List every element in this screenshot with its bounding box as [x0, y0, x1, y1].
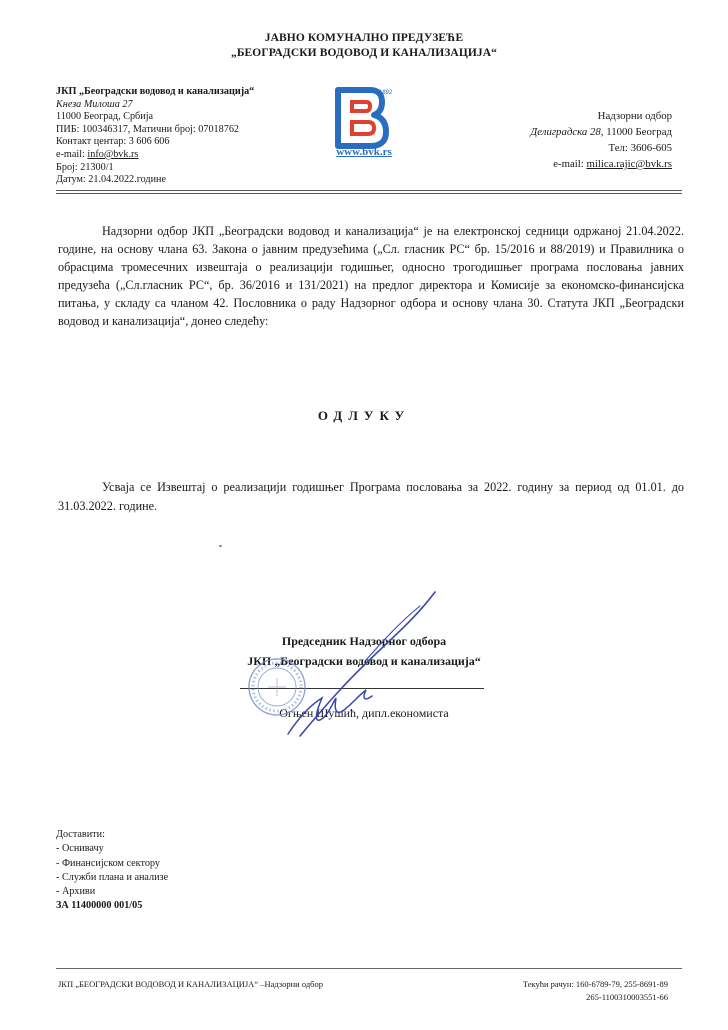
distribution-item: - Оснивачу — [56, 843, 104, 855]
recipient-address: Делиградска 28 — [530, 126, 601, 138]
website-link[interactable]: www.bvk.rs — [336, 146, 392, 158]
sender-contact: Контакт центар: 3 606 606 — [56, 136, 170, 148]
handwritten-signature-icon — [270, 586, 450, 746]
sender-email-link[interactable]: info@bvk.rs — [87, 148, 139, 160]
organization-header — [0, 31, 728, 61]
signatory-organization: ЈКП „Београдски водовод и канализација“ — [247, 654, 481, 668]
footer-organization: ЈКП „БЕОГРАДСКИ ВОДОВОД И КАНАЛИЗАЦИЈА“ –Надзорни одбор — [58, 979, 323, 989]
distribution-list — [56, 828, 168, 914]
recipient-address-line — [530, 124, 672, 140]
distribution-heading: Доставити: — [56, 829, 105, 840]
header-divider-bottom — [56, 193, 682, 194]
reference-code: ЗА 11400000 001/05 — [56, 900, 143, 912]
sender-street: Кнеза Милоша 27 — [56, 98, 133, 110]
header-divider-top — [56, 190, 682, 191]
decision-title: ОДЛУКУ — [317, 408, 411, 423]
recipient-phone: Тел: 3606-605 — [608, 142, 672, 154]
recipient-block — [530, 108, 672, 172]
sender-name: ЈКП „Београдски водовод и канализација“ — [56, 86, 255, 97]
footer-account-line-1: Текући рачун: 160-6789-79, 255-8691-89 — [522, 979, 668, 989]
document-date: Датум: 21.04.2022.године — [56, 174, 167, 186]
footer-divider — [56, 968, 682, 969]
organization-name: „БЕОГРАДСКИ ВОДОВОД И КАНАЛИЗАЦИЈА“ — [230, 47, 498, 59]
signatory-title: Председник Надзорног одбора — [281, 634, 447, 648]
logo-year: 1892 — [379, 90, 392, 96]
sender-email-line — [56, 149, 254, 162]
distribution-item: - Финансијском сектору — [56, 857, 160, 869]
signatory-name: Огњен Шушић, дипл.економиста — [279, 706, 449, 720]
recipient-name: Надзорни одбор — [597, 110, 672, 122]
distribution-item: - Служби плана и анализе — [56, 871, 169, 883]
sender-block — [56, 86, 254, 187]
stray-mark — [219, 545, 222, 547]
sender-email-label: e-mail: — [56, 148, 88, 160]
recipient-email-link[interactable]: milica.rajic@bvk.rs — [586, 158, 672, 170]
distribution-item: - Архиви — [56, 886, 96, 898]
preamble-paragraph: Надзорни одбор ЈКП „Београдски водовод и канализација“ је на електронској седници одржаној 21.04.2022. године, на основу члана 63. Закона о јавним предузећима („Сл. гласник РС“ бр. 15/2016 и 88/2019) и Правилника о обрасцима тромесечних извештаја о реализацији годишњег, односно трогодишњег програма пословања јавних предузећа („Сл.гласник РС“, бр. 36/2016 и 131/2021) на предлог директора и Комисије за економско-финансијска питања, у складу са чланом 42. Пословника о раду Надзорног одбора и основу члана 30. Статута ЈКП „Београдски водовод и канализација“, донео следећу: — [58, 224, 684, 328]
footer-account-line-2: 265-1100310003551-66 — [586, 992, 668, 1002]
sender-ids: ПИБ: 100346317, Матични број: 07018762 — [56, 123, 240, 135]
resolution-paragraph: Усваја се Извештај о реализацији годишњег Програма пословања за 2022. годину за период од 01.01. до 31.03.2022. године. — [58, 480, 684, 513]
organization-type: ЈАВНО КОМУНАЛНО ПРЕДУЗЕЋЕ — [264, 32, 464, 44]
document-number: Број: 21300/1 — [56, 161, 114, 173]
recipient-email-line — [530, 156, 672, 172]
sender-city: 11000 Београд, Србија — [56, 111, 154, 123]
recipient-email-label: e-mail: — [553, 158, 587, 170]
recipient-city: , 11000 Београд — [600, 126, 672, 138]
footer-bank-accounts — [523, 978, 668, 1004]
